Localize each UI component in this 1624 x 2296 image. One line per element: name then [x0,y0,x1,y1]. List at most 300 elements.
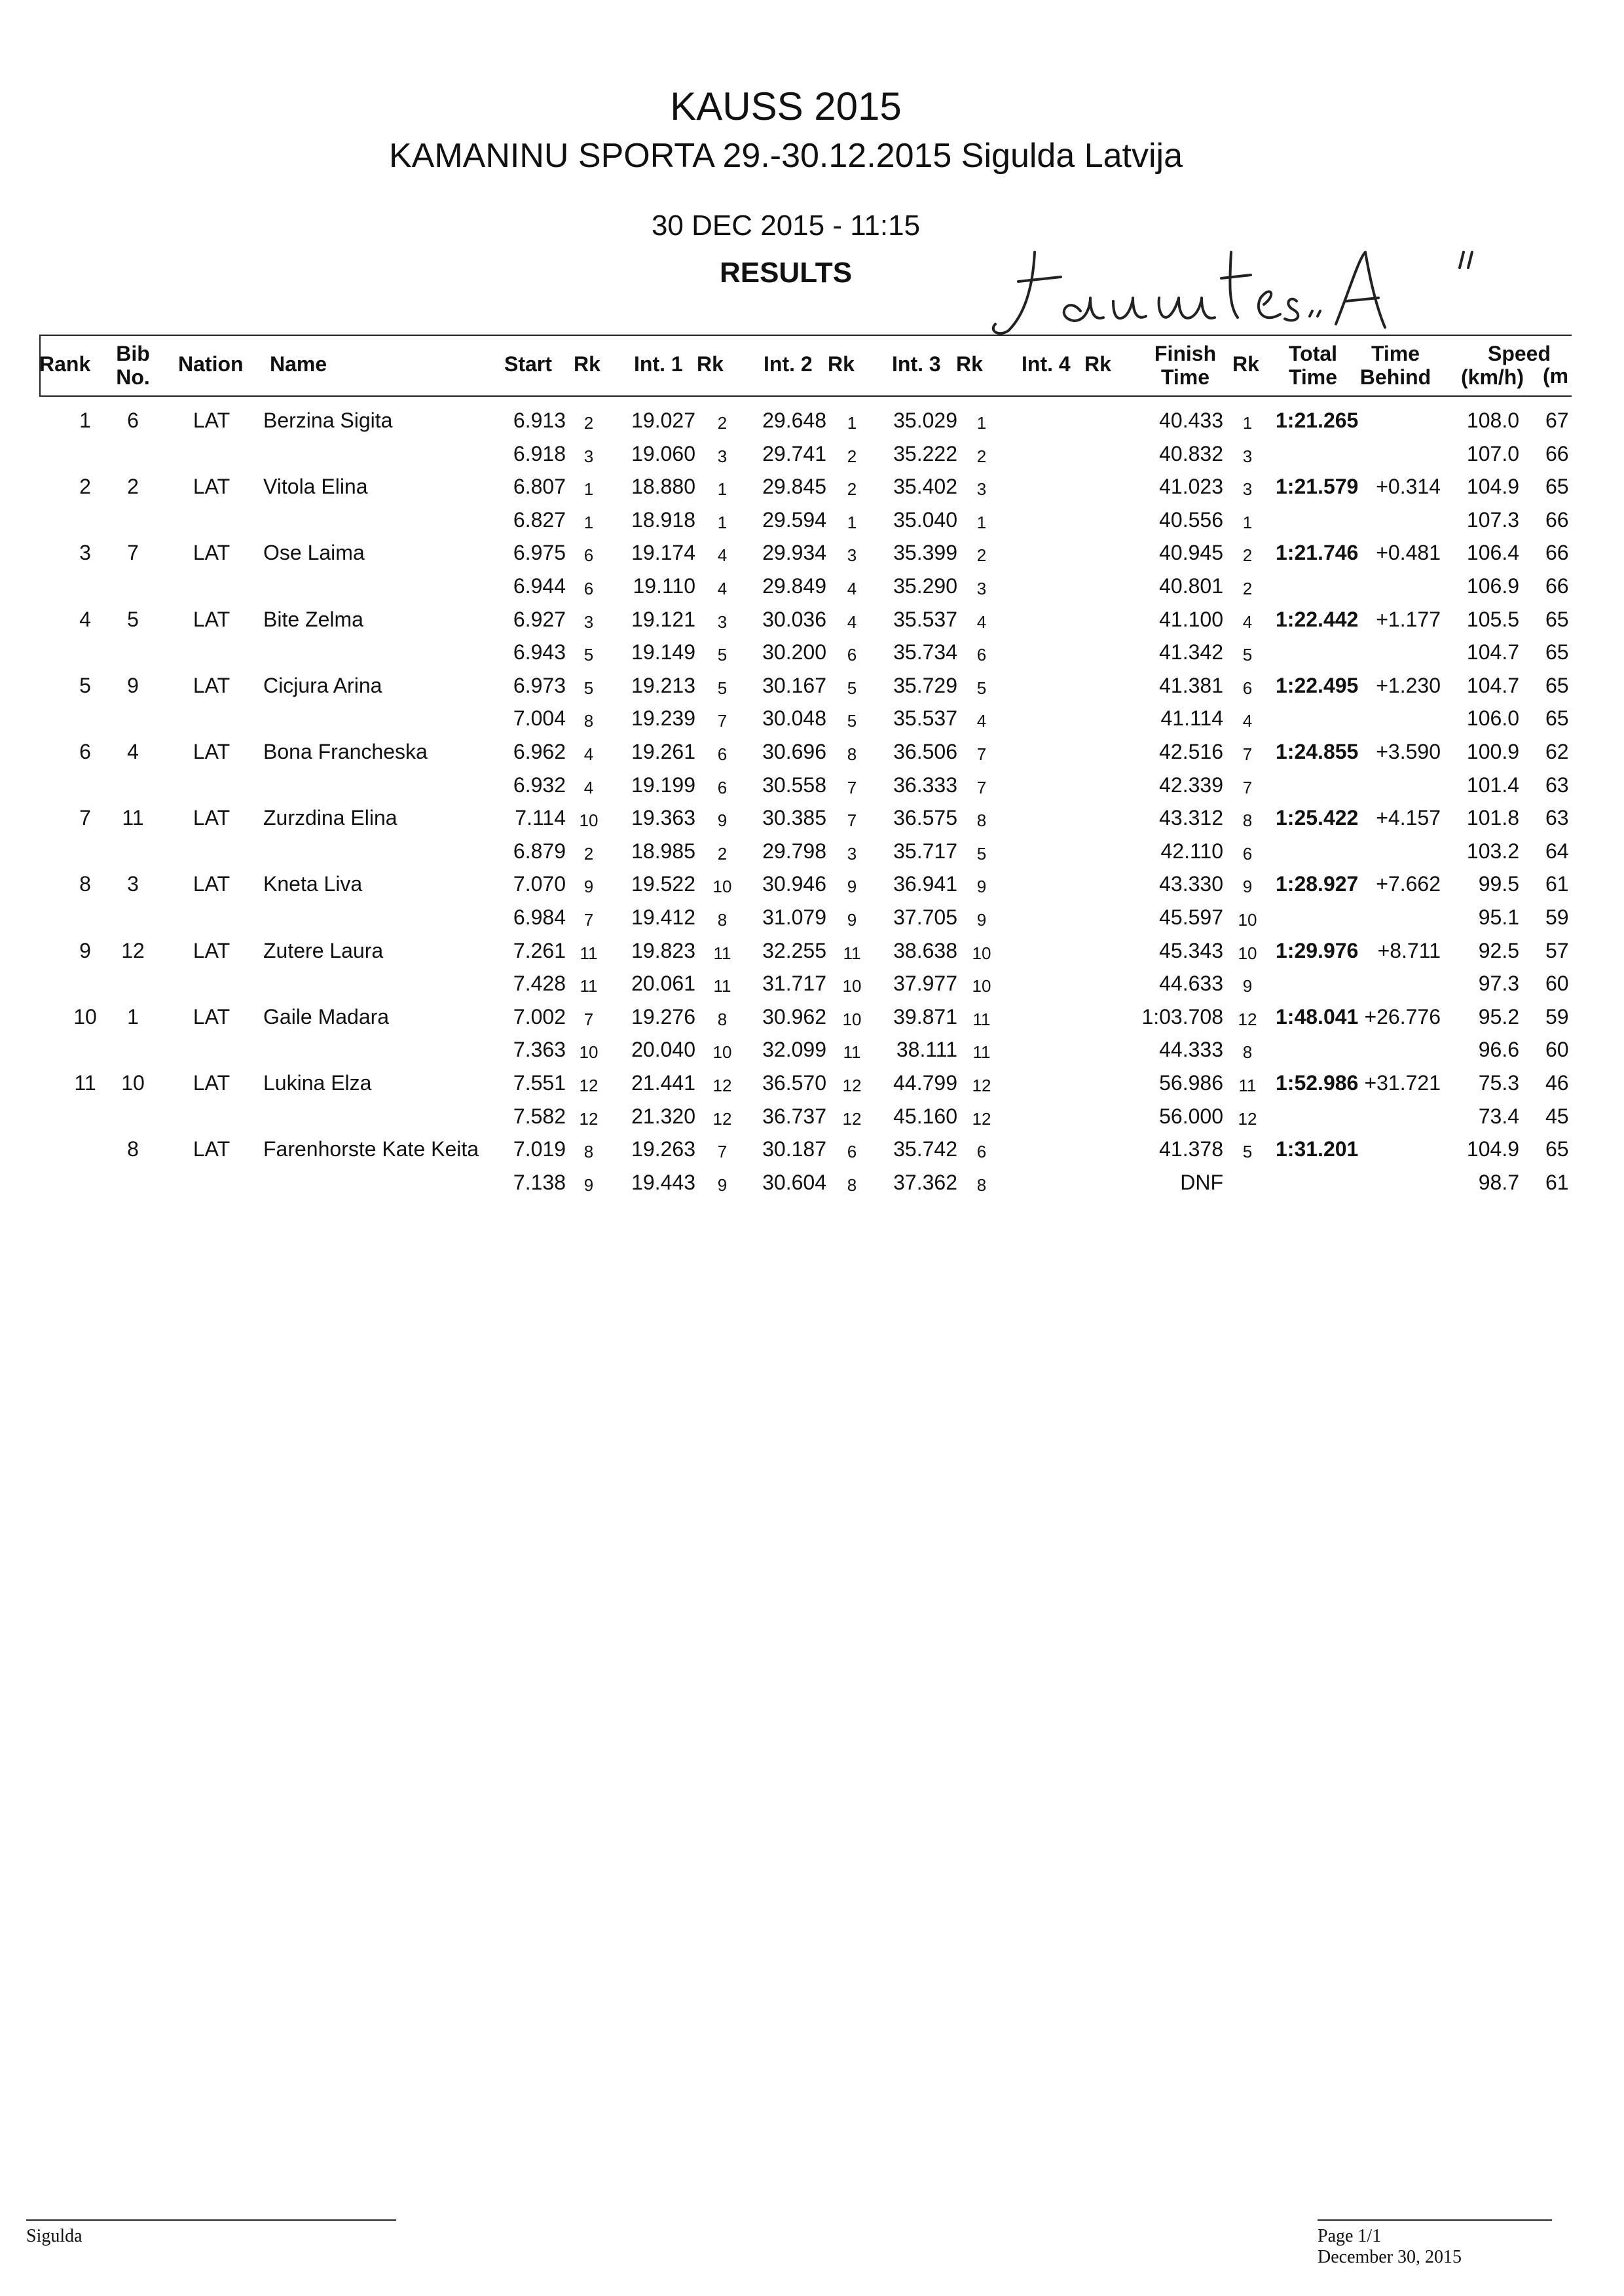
cell-start-rk: 3 [583,611,594,632]
cell-start: 6.944 [513,574,566,598]
cell-mph: 65 [1545,706,1569,731]
cell-int3: 38.111 [896,1038,957,1062]
cell-mph: 61 [1545,1170,1569,1194]
cell-total: 1:52.986 [1276,1071,1359,1095]
cell-int3-rk: 12 [972,1108,991,1129]
cell-finish-rk: 5 [1242,1142,1253,1162]
table-row [0,438,1624,471]
cell-speed: 95.1 [1478,905,1519,929]
cell-finish-rk: 8 [1242,1042,1253,1063]
cell-mph: 65 [1545,673,1569,697]
cell-total: 1:48.041 [1276,1004,1359,1029]
cell-int1: 19.027 [631,409,695,432]
cell-int2-rk: 12 [842,1108,862,1129]
cell-name: Gaile Madara [263,1004,390,1029]
cell-start: 6.879 [513,839,566,863]
cell-start: 6.984 [513,905,566,929]
col-speed-3: (m [1543,364,1569,388]
cell-nation: LAT [193,673,231,697]
cell-mph: 64 [1545,839,1569,863]
table-row [0,471,1624,503]
cell-int3: 35.040 [893,507,957,532]
table-row [0,537,1624,570]
footer-date: December 30, 2015 [1318,2247,1462,2267]
cell-start: 6.913 [513,409,566,432]
cell-mph: 67 [1545,409,1569,432]
cell-int3-rk: 11 [972,1009,991,1029]
cell-behind: +1.177 [1376,607,1441,631]
col-total-1: Total [1288,342,1338,365]
cell-mph: 45 [1545,1104,1569,1128]
cell-int3-rk: 10 [972,976,991,996]
cell-mph: 65 [1545,640,1569,665]
cell-int2-rk: 10 [842,1009,862,1029]
cell-int2: 30.036 [762,607,826,631]
cell-bib: 6 [127,409,139,432]
cell-nation: LAT [193,541,231,565]
cell-finish-rk: 7 [1242,777,1253,797]
cell-int2-rk: 4 [847,611,857,632]
cell-speed: 103.2 [1466,839,1519,863]
cell-start-rk: 12 [579,1108,599,1129]
cell-start-rk: 6 [583,579,594,598]
cell-int1-rk: 7 [717,1142,728,1162]
cell-start: 6.973 [513,673,566,697]
cell-int3-rk: 10 [972,943,991,963]
cell-start: 6.975 [513,541,566,565]
cell-finish-rk: 2 [1242,579,1253,598]
cell-speed: 106.4 [1466,541,1519,565]
cell-int2: 30.604 [762,1170,826,1194]
cell-total: 1:31.201 [1276,1137,1359,1161]
cell-int3-rk: 6 [976,645,987,665]
cell-int3: 35.537 [893,706,957,731]
cell-rank: 11 [74,1071,96,1095]
cell-finish: 41.100 [1159,607,1223,631]
cell-int1-rk: 2 [717,413,728,433]
cell-behind: +31.721 [1364,1071,1441,1095]
cell-rank: 5 [79,673,91,697]
cell-int1: 19.363 [631,806,695,830]
cell-speed: 97.3 [1478,972,1519,996]
cell-int1-rk: 12 [712,1108,732,1129]
cell-mph: 66 [1545,441,1569,465]
cell-speed: 104.7 [1466,673,1519,697]
cell-name: Bona Francheska [263,740,428,763]
cell-int2: 29.934 [762,541,826,565]
cell-mph: 63 [1545,806,1569,830]
col-int3: Int. 3 [892,352,941,376]
cell-start: 6.927 [513,607,566,631]
cell-int3-rk: 6 [976,1142,987,1162]
cell-finish: 42.339 [1159,773,1223,797]
cell-total: 1:22.442 [1276,607,1359,631]
col-int2-rk: Rk [828,352,855,376]
cell-int2: 30.558 [762,773,826,797]
cell-start: 6.962 [513,740,566,763]
cell-finish: 44.333 [1159,1038,1223,1062]
cell-nation: LAT [193,872,231,896]
cell-behind: +0.481 [1376,541,1441,565]
cell-int2-rk: 12 [842,1076,862,1095]
cell-int1-rk: 11 [713,976,731,996]
cell-start-rk: 9 [583,1175,594,1195]
handwritten-annotation [982,232,1532,350]
cell-mph: 66 [1545,507,1569,532]
cell-bib: 8 [127,1137,139,1161]
cell-start-rk: 10 [579,1042,599,1063]
race-datetime: 30 DEC 2015 - 11:15 [651,210,921,242]
col-int4: Int. 4 [1022,352,1071,376]
cell-start-rk: 5 [583,678,594,698]
cell-speed: 98.7 [1478,1170,1519,1194]
cell-behind: +26.776 [1364,1004,1441,1029]
cell-start: 6.918 [513,441,566,465]
cell-finish-rk: 5 [1242,645,1253,665]
cell-start: 7.070 [513,872,566,896]
cell-int2-rk: 5 [847,711,857,731]
cell-int3: 36.941 [893,872,957,896]
cell-int2: 31.717 [762,972,826,996]
cell-finish-rk: 4 [1242,611,1253,632]
cell-int1-rk: 6 [717,777,728,797]
col-behind-2: Behind [1359,365,1431,389]
col-bib-2: No. [116,365,150,389]
cell-start: 7.002 [513,1004,566,1029]
cell-start: 7.261 [513,938,566,962]
cell-int2-rk: 8 [847,744,857,764]
cell-start-rk: 4 [583,744,594,764]
cell-finish: 56.000 [1159,1104,1223,1128]
cell-int1-rk: 10 [712,1042,732,1063]
cell-start-rk: 5 [583,645,594,665]
cell-int3: 35.222 [893,441,957,465]
cell-int2-rk: 2 [847,446,857,466]
cell-int2-rk: 1 [847,413,857,433]
cell-start: 6.932 [513,773,566,797]
cell-nation: LAT [193,1137,231,1161]
cell-name: Zutere Laura [263,938,384,962]
cell-int2: 31.079 [762,905,826,929]
cell-total: 1:21.265 [1276,409,1359,432]
cell-start-rk: 8 [583,1142,594,1162]
cell-int1: 20.040 [631,1038,695,1062]
cell-start: 6.827 [513,507,566,532]
cell-bib: 1 [127,1004,139,1029]
cell-bib: 12 [121,938,145,962]
cell-speed: 107.0 [1466,441,1519,465]
cell-name: Ose Laima [263,541,365,565]
cell-name: Lukina Elza [263,1071,372,1095]
col-speed-2: (km/h) [1461,365,1524,389]
cell-finish-rk: 9 [1242,976,1253,996]
cell-int2: 36.737 [762,1104,826,1128]
cell-int1-rk: 5 [717,678,728,698]
cell-name: Farenhorste Kate Keita [263,1137,479,1161]
table-row [0,670,1624,702]
cell-mph: 65 [1545,607,1569,631]
cell-finish-rk: 8 [1242,811,1253,831]
cell-speed: 108.0 [1466,409,1519,432]
col-total-2: Time [1288,365,1338,389]
cell-int3-rk: 2 [976,545,987,566]
cell-int1-rk: 4 [717,579,728,598]
cell-behind: +0.314 [1376,475,1441,499]
cell-name: Vitola Elina [263,475,368,499]
cell-start-rk: 11 [580,943,598,963]
cell-rank: 1 [79,409,91,432]
cell-speed: 100.9 [1466,740,1519,763]
cell-int2-rk: 7 [847,811,857,831]
cell-finish-rk: 12 [1238,1009,1257,1029]
cell-int2: 30.048 [762,706,826,731]
cell-speed: 106.0 [1466,706,1519,731]
cell-int3: 38.638 [893,938,957,962]
cell-start: 7.582 [513,1104,566,1128]
table-row [0,1167,1624,1199]
col-start: Start [504,352,552,376]
cell-nation: LAT [193,409,231,432]
col-finish-1: Finish [1154,342,1217,365]
cell-int1: 19.276 [631,1004,695,1029]
cell-int1: 19.412 [631,905,695,929]
cell-int3-rk: 9 [976,877,987,897]
cell-int2: 36.570 [762,1071,826,1095]
cell-mph: 66 [1545,541,1569,565]
table-row [0,504,1624,537]
cell-int1: 19.263 [631,1137,695,1161]
cell-mph: 65 [1545,1137,1569,1161]
page-title: KAUSS 2015 [670,84,902,128]
cell-int3-rk: 2 [976,446,987,466]
cell-finish-rk: 10 [1238,910,1257,930]
cell-int2-rk: 10 [842,976,862,996]
cell-mph: 46 [1545,1071,1569,1095]
cell-int3-rk: 9 [976,910,987,930]
cell-finish: 41.378 [1159,1137,1223,1161]
table-row [0,902,1624,934]
cell-start-rk: 2 [583,413,594,433]
cell-name: Kneta Liva [263,872,363,896]
cell-int1: 19.121 [631,607,695,631]
cell-finish: 1:03.708 [1141,1004,1223,1029]
cell-int3: 35.734 [893,640,957,665]
cell-name: Cicjura Arina [263,673,382,697]
cell-int3: 35.290 [893,574,957,598]
cell-int3-rk: 7 [976,777,987,797]
cell-nation: LAT [193,740,231,763]
col-rank: Rank [39,352,91,376]
table-row [0,802,1624,835]
cell-int2-rk: 9 [847,877,857,897]
cell-int1-rk: 9 [717,1175,728,1195]
cell-bib: 4 [127,740,139,763]
cell-speed: 96.6 [1478,1038,1519,1062]
cell-name: Bite Zelma [263,607,363,631]
cell-int2: 30.187 [762,1137,826,1161]
cell-finish: 40.556 [1159,507,1223,532]
header-bottom-rule [39,395,1572,397]
results-heading: RESULTS [719,257,853,289]
cell-int1: 20.061 [631,972,695,996]
cell-behind: +4.157 [1376,806,1441,830]
cell-mph: 60 [1545,1038,1569,1062]
cell-int1: 21.441 [631,1071,695,1095]
cell-int2-rk: 5 [847,678,857,698]
cell-int3-rk: 11 [972,1042,991,1063]
cell-int1: 19.443 [631,1170,695,1194]
cell-int3: 39.871 [893,1004,957,1029]
cell-int2: 29.798 [762,839,826,863]
cell-int1: 19.110 [633,574,695,598]
cell-finish-rk: 6 [1242,843,1253,864]
cell-finish-rk: 11 [1238,1076,1257,1095]
cell-int2: 29.741 [762,441,826,465]
cell-speed: 104.9 [1466,1137,1519,1161]
cell-int1-rk: 11 [713,943,731,963]
cell-rank: 10 [73,1004,97,1029]
cell-int1: 19.261 [631,740,695,763]
cell-int3: 44.799 [893,1071,957,1095]
cell-finish-rk: 10 [1238,943,1257,963]
cell-int1: 19.060 [631,441,695,465]
cell-start: 6.943 [513,640,566,665]
cell-int2-rk: 7 [847,777,857,797]
cell-int1: 19.199 [631,773,695,797]
cell-mph: 59 [1545,1004,1569,1029]
cell-int2: 29.845 [762,475,826,499]
col-speed-1: Speed [1487,342,1551,365]
cell-start: 7.114 [515,806,566,830]
cell-int3-rk: 8 [976,1175,987,1195]
cell-total: 1:24.855 [1276,740,1359,763]
cell-speed: 105.5 [1466,607,1519,631]
cell-int2-rk: 11 [843,1042,861,1063]
cell-int2-rk: 3 [847,545,857,566]
cell-int3-rk: 12 [972,1076,991,1095]
cell-int3-rk: 5 [976,678,987,698]
cell-start-rk: 8 [583,711,594,731]
cell-bib: 5 [127,607,139,631]
cell-finish-rk: 1 [1242,413,1253,433]
cell-mph: 63 [1545,773,1569,797]
cell-bib: 2 [127,475,139,499]
cell-int3-rk: 7 [976,744,987,764]
cell-start-rk: 2 [583,843,594,864]
page-subtitle: KAMANINU SPORTA 29.-30.12.2015 Sigulda Latvija [388,137,1183,175]
cell-int1-rk: 12 [712,1076,732,1095]
cell-int1: 19.522 [631,872,695,896]
cell-int2-rk: 4 [847,579,857,598]
cell-int3: 35.729 [893,673,957,697]
table-row [0,405,1624,437]
cell-int1-rk: 3 [717,611,728,632]
cell-speed: 95.2 [1478,1004,1519,1029]
cell-int3: 35.029 [893,409,957,432]
cell-name: Zurzdina Elina [263,806,397,830]
cell-rank: 4 [79,607,91,631]
cell-int1-rk: 7 [717,711,728,731]
cell-int3: 35.537 [893,607,957,631]
cell-finish-rk: 7 [1242,744,1253,764]
col-finish-rk: Rk [1232,352,1259,376]
cell-finish: 40.801 [1159,574,1223,598]
cell-bib: 11 [122,806,144,830]
cell-int2: 29.849 [762,574,826,598]
cell-finish: 42.110 [1160,839,1223,863]
cell-int2: 30.385 [762,806,826,830]
cell-mph: 60 [1545,972,1569,996]
cell-rank: 9 [79,938,91,962]
cell-int2: 30.946 [762,872,826,896]
col-name: Name [270,352,327,376]
col-behind-1: Time [1371,342,1420,365]
cell-int2-rk: 8 [847,1175,857,1195]
cell-int2: 30.200 [762,640,826,665]
cell-int3: 35.717 [893,839,957,863]
cell-finish-rk: 4 [1242,711,1253,731]
cell-int3-rk: 1 [976,512,987,532]
cell-speed: 92.5 [1478,938,1519,962]
cell-start: 7.363 [513,1038,566,1062]
cell-int3-rk: 8 [976,811,987,831]
col-int1-rk: Rk [697,352,724,376]
cell-int3: 36.506 [893,740,957,763]
cell-nation: LAT [193,806,231,830]
col-bib-1: Bib [116,342,150,365]
cell-finish: 56.986 [1159,1071,1223,1095]
cell-finish-rk: 9 [1242,877,1253,897]
cell-int3-rk: 4 [976,711,987,731]
cell-int1-rk: 8 [717,910,728,930]
cell-int2-rk: 9 [847,910,857,930]
cell-int1: 19.149 [631,640,695,665]
footer-page-number: Page 1/1 [1318,2226,1382,2246]
cell-int2-rk: 1 [847,512,857,532]
cell-mph: 65 [1545,475,1569,499]
cell-bib: 10 [121,1071,145,1095]
cell-finish: 45.343 [1159,938,1223,962]
col-int2: Int. 2 [764,352,813,376]
table-row [0,1001,1624,1034]
cell-finish: 45.597 [1159,905,1223,929]
cell-start: 6.807 [513,475,566,499]
cell-start-rk: 1 [583,512,594,532]
cell-int1: 18.985 [631,839,695,863]
cell-int1-rk: 8 [717,1009,728,1029]
cell-finish: 41.381 [1159,673,1223,697]
cell-int3: 37.977 [893,972,957,996]
cell-int3: 35.742 [893,1137,957,1161]
cell-bib: 7 [127,541,139,565]
cell-int3: 35.402 [893,475,957,499]
cell-finish-rk: 3 [1242,479,1253,500]
cell-start-rk: 12 [579,1076,599,1095]
footer-right-rule [1318,2219,1552,2221]
cell-total: 1:21.746 [1276,541,1359,565]
cell-finish-rk: 2 [1242,545,1253,566]
cell-start-rk: 11 [580,976,598,996]
cell-start-rk: 7 [583,910,594,930]
cell-start-rk: 10 [579,811,599,831]
cell-int2: 29.594 [762,507,826,532]
cell-finish: 43.330 [1159,872,1223,896]
cell-total: 1:21.579 [1276,475,1359,499]
cell-rank: 8 [79,872,91,896]
cell-int2-rk: 2 [847,479,857,500]
table-row [0,604,1624,636]
cell-int2: 30.962 [762,1004,826,1029]
